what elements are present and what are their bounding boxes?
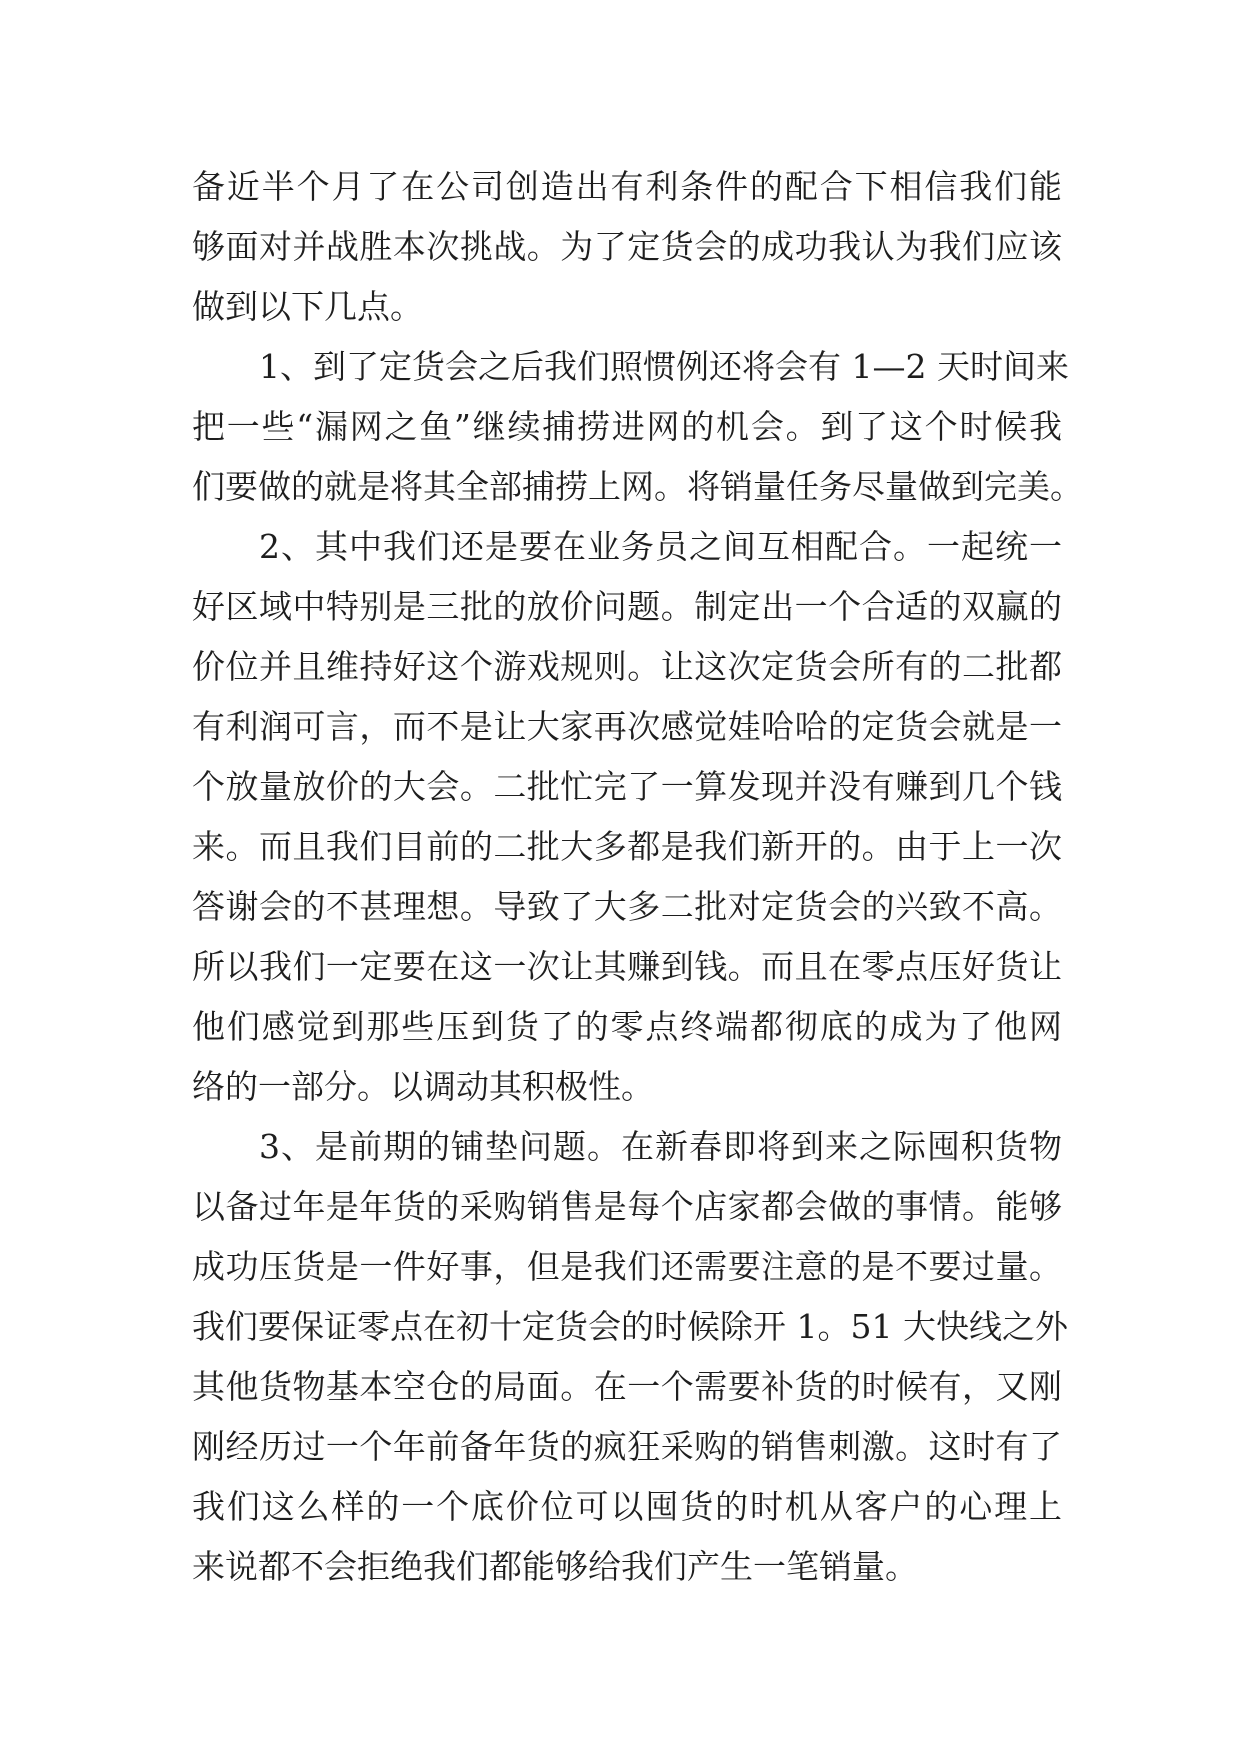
text-line: 个放量放价的大会。二批忙完了一算发现并没有赚到几个钱 [192, 767, 1062, 806]
text-line: 价位并且维持好这个游戏规则。让这次定货会所有的二批都 [192, 647, 1062, 686]
paragraph-point-2 [192, 517, 1062, 1117]
paragraph-point-1 [192, 337, 1083, 517]
text-line: 刚经历过一个年前备年货的疯狂采购的销售刺激。这时有了 [192, 1427, 1062, 1466]
text-line: 其他货物基本空仓的局面。在一个需要补货的时候有，又刚 [192, 1367, 1062, 1406]
text-line: 我们要保证零点在初十定货会的时候除开 1。51 大快线之外 [192, 1307, 1068, 1346]
text-line: 络的一部分。以调动其积极性。 [192, 1067, 654, 1106]
text-line: 我们这么样的一个底价位可以囤货的时机从客户的心理上 [192, 1487, 1062, 1526]
text-line: 他们感觉到那些压到货了的零点终端都彻底的成为了他网 [192, 1007, 1062, 1046]
text-line: 好区域中特别是三批的放价问题。制定出一个合适的双赢的 [192, 587, 1062, 626]
text-line: 所以我们一定要在这一次让其赚到钱。而且在零点压好货让 [192, 947, 1062, 986]
text-line: 1、到了定货会之后我们照惯例还将会有 1—2 天时间来 [259, 347, 1069, 386]
text-line: 成功压货是一件好事，但是我们还需要注意的是不要过量。 [192, 1247, 1062, 1286]
text-line: 来说都不会拒绝我们都能够给我们产生一笔销量。 [192, 1547, 918, 1586]
text-line: 够面对并战胜本次挑战。为了定货会的成功我认为我们应该 [192, 227, 1062, 266]
text-line: 以备过年是年货的采购销售是每个店家都会做的事情。能够 [192, 1187, 1062, 1226]
text-line: 答谢会的不甚理想。导致了大多二批对定货会的兴致不高。 [192, 887, 1062, 926]
text-line: 来。而且我们目前的二批大多都是我们新开的。由于上一次 [192, 827, 1062, 866]
text-line: 把一些“漏网之鱼”继续捕捞进网的机会。到了这个时候我 [192, 407, 1062, 446]
text-line: 们要做的就是将其全部捕捞上网。将销量任务尽量做到完美。 [192, 467, 1083, 506]
paragraph-point-3 [192, 1117, 1068, 1597]
text-line: 做到以下几点。 [192, 287, 423, 326]
document-body [192, 157, 1083, 1597]
text-line: 2、其中我们还是要在业务员之间互相配合。一起统一 [259, 527, 1062, 566]
text-line: 3、是前期的铺垫问题。在新春即将到来之际囤积货物 [259, 1127, 1062, 1166]
paragraph-intro [192, 157, 1062, 337]
text-line: 有利润可言，而不是让大家再次感觉娃哈哈的定货会就是一 [192, 707, 1062, 746]
text-line: 备近半个月了在公司创造出有利条件的配合下相信我们能 [192, 167, 1062, 206]
